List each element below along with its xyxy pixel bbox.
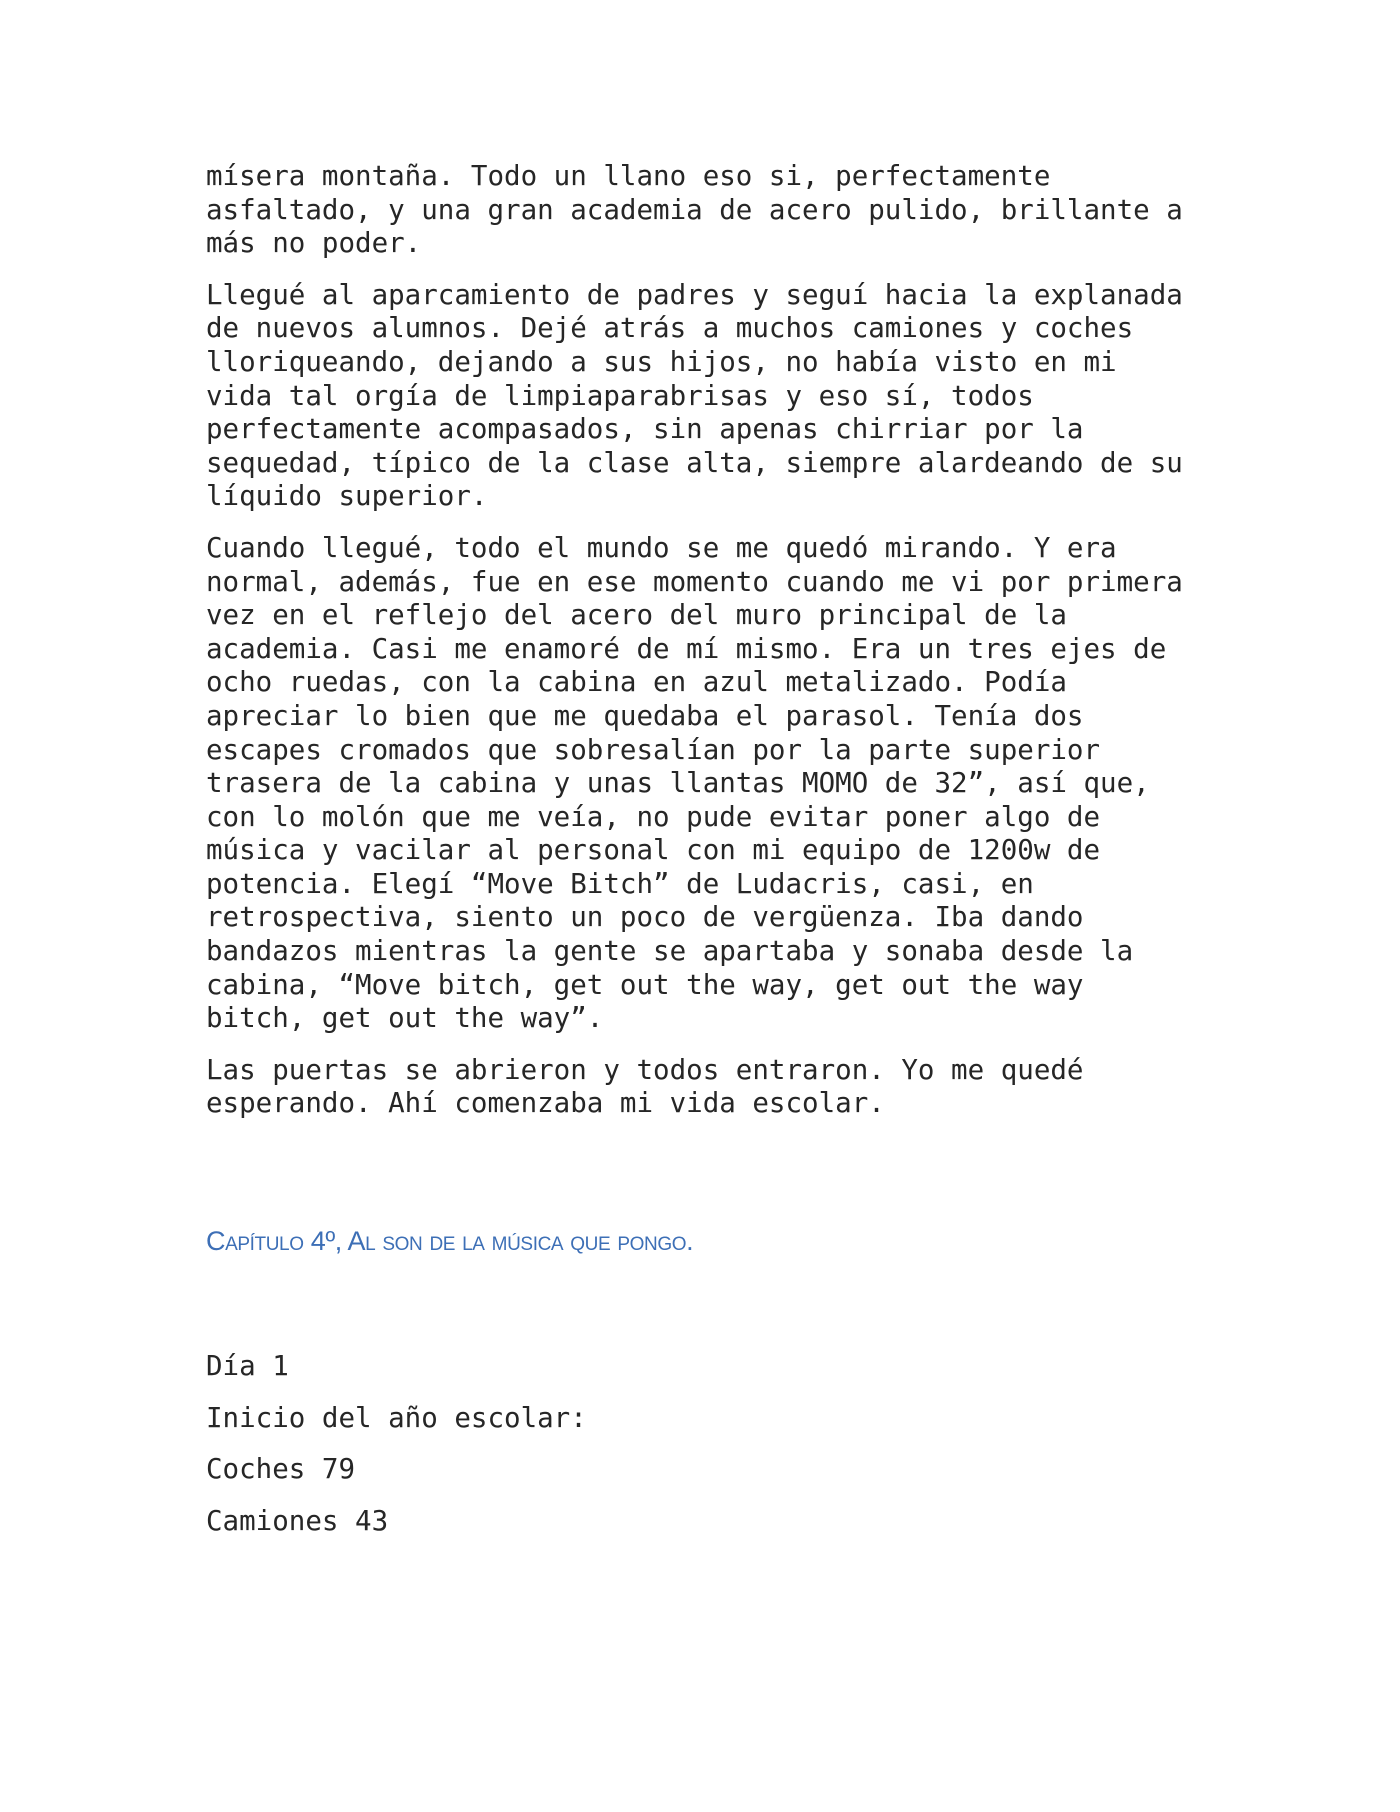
day-log (206, 1350, 1206, 1556)
paragraph: Las puertas se abrieron y todos entraron. Yo me quedé esperando. Ahí comenzaba mi vida escolar. (206, 1053, 1084, 1120)
log-line: Camiones 43 (206, 1504, 389, 1537)
paragraph: mísera montaña. Todo un llano eso si, perfectamente asfaltado, y una gran academia de acero pulido, brillante a más no poder. (206, 160, 1183, 260)
chapter-body (206, 160, 1206, 1139)
log-line: Inicio del año escolar: (206, 1401, 587, 1434)
paragraph: Llegué al aparcamiento de padres y seguí hacia la explanada de nuevos alumnos. Dejé atrás a muchos camiones y coches lloriqueando, dejando a sus hijos, no había visto en mi vida tal orgía de limpiaparabrisas y eso sí, todos perfectamente acompasados, sin apenas chirriar por la sequedad, típico de la clase alta, siempre alardeando de su líquido superior. (206, 278, 1183, 513)
chapter-heading: Capítulo 4º, Al son de la música que pongo. (206, 1226, 694, 1257)
log-line: Día 1 (206, 1350, 289, 1382)
paragraph: Cuando llegué, todo el mundo se me quedó mirando. Y era normal, además, fue en ese momento cuando me vi por primera vez en el reflejo del acero del muro principal de la academia. Casi me enamoré de mí mismo. Era un tres ejes de ocho ruedas, con la cabina en azul metalizado. Podía apreciar lo bien que me quedaba el parasol. Tenía dos escapes cromados que sobresalían por la parte superior trasera de la cabina y unas llantas MOMO de 32”, así que, con lo molón que me veía, no pude evitar poner algo de música y vacilar al personal con mi equipo de 1200w de potencia. Elegí “Move Bitch” de Ludacris, casi, en retrospectiva, siento un poco de vergüenza. Iba dando bandazos mientras la gente se apartaba y sonaba desde la cabina, “Move bitch, get out the way, get out the way bitch, get out the way”. (206, 531, 1183, 1035)
log-line: Coches 79 (206, 1453, 356, 1486)
